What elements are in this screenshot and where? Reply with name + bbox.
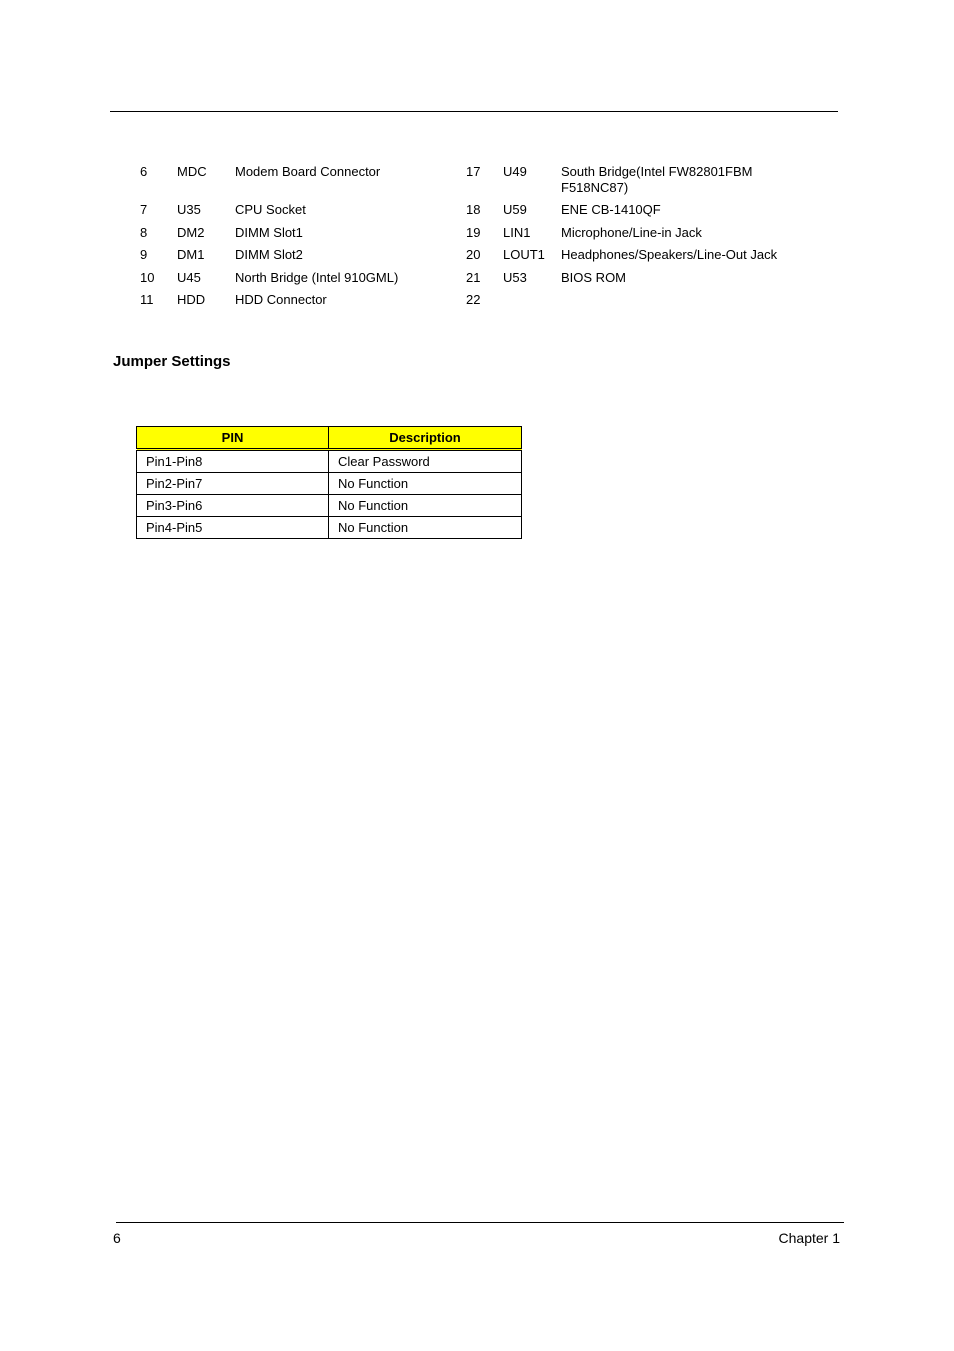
- item-number: 7: [140, 202, 148, 217]
- table-row: [137, 517, 522, 539]
- item-ref: U35: [177, 202, 201, 217]
- pin-cell: Pin1-Pin8: [137, 450, 329, 473]
- item-description: South Bridge(Intel FW82801FBM F518NC87): [561, 164, 753, 195]
- item-description: Modem Board Connector: [235, 164, 381, 179]
- item-number: 10: [140, 270, 155, 285]
- footer-rule: [116, 1222, 844, 1223]
- item-description: Headphones/Speakers/Line-Out Jack: [561, 247, 778, 262]
- pin-cell: Pin4-Pin5: [137, 517, 329, 539]
- item-description: ENE CB-1410QF: [561, 202, 661, 217]
- item-number: 11: [140, 292, 154, 307]
- description-cell: No Function: [329, 517, 522, 539]
- item-ref: DM1: [177, 247, 205, 262]
- item-number: 8: [140, 225, 148, 240]
- item-ref: LIN1: [503, 225, 531, 240]
- pin-cell: Pin2-Pin7: [137, 473, 329, 495]
- section-title: Jumper Settings: [113, 353, 231, 370]
- item-number: 18: [466, 202, 481, 217]
- item-description: DIMM Slot2: [235, 247, 303, 262]
- description-cell: No Function: [329, 473, 522, 495]
- item-description: North Bridge (Intel 910GML): [235, 270, 399, 285]
- item-ref: U45: [177, 270, 201, 285]
- item-number: 17: [466, 164, 481, 179]
- item-number: 6: [140, 164, 148, 179]
- jumper-table: [136, 426, 522, 539]
- column-header-description: Description: [329, 427, 522, 450]
- item-number: 20: [466, 247, 481, 262]
- table-row: [137, 473, 522, 495]
- item-ref: HDD: [177, 292, 206, 307]
- item-number: 9: [140, 247, 148, 262]
- description-cell: Clear Password: [329, 450, 522, 473]
- item-ref: U59: [503, 202, 527, 217]
- page-number: 6: [113, 1230, 121, 1246]
- table-row: [137, 495, 522, 517]
- item-description: BIOS ROM: [561, 270, 627, 285]
- table-row: [137, 450, 522, 473]
- description-cell: No Function: [329, 495, 522, 517]
- item-description: HDD Connector: [235, 292, 327, 307]
- item-description: Microphone/Line-in Jack: [561, 225, 702, 240]
- item-ref: U53: [503, 270, 527, 285]
- chapter-label: Chapter 1: [778, 1230, 840, 1246]
- item-description: CPU Socket: [235, 202, 306, 217]
- item-number: 22: [466, 292, 481, 307]
- column-header-pin: PIN: [137, 427, 329, 450]
- item-ref: MDC: [177, 164, 207, 179]
- table-header-row: [137, 427, 522, 450]
- item-ref: LOUT1: [503, 247, 545, 262]
- item-ref: DM2: [177, 225, 205, 240]
- pin-cell: Pin3-Pin6: [137, 495, 329, 517]
- item-number: 19: [466, 225, 481, 240]
- item-number: 21: [466, 270, 481, 285]
- item-ref: U49: [503, 164, 527, 179]
- header-rule: [110, 111, 838, 112]
- item-description: DIMM Slot1: [235, 225, 303, 240]
